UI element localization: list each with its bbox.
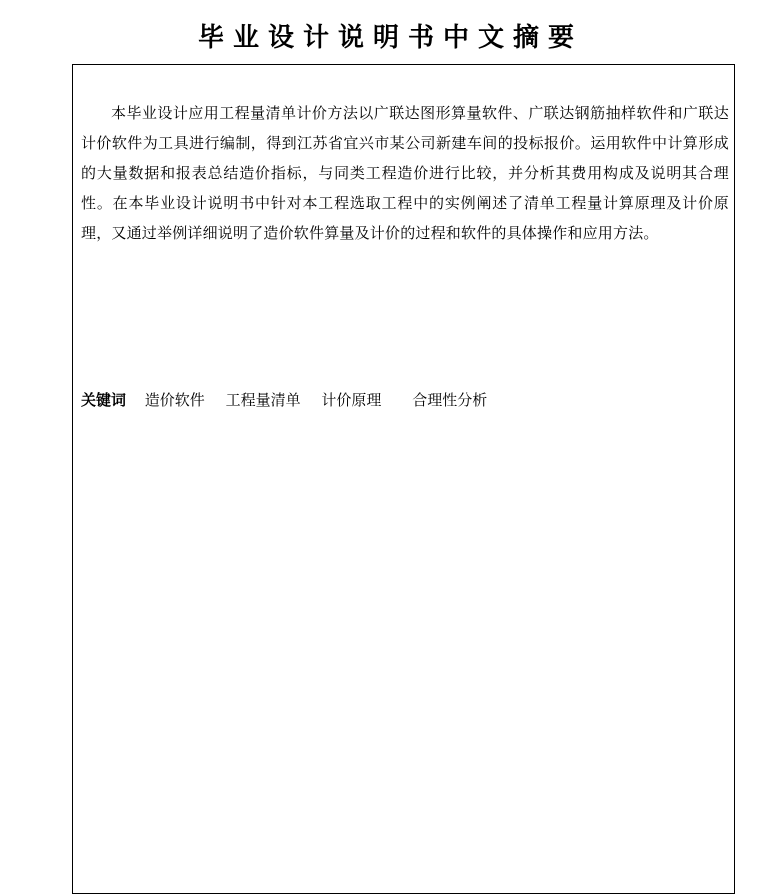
page-title: 毕业设计说明书中文摘要 (197, 23, 583, 53)
keyword-item: 计价原理 (321, 391, 382, 409)
abstract-body: 本毕业设计应用工程量清单计价方法以广联达图形算量软件、广联达钢筋抽样软件和广联达计价软件为工具进行编制，得到江苏省宜兴市某公司新建车间的投标报价。运用软件中计算形成的大量数据和报表总结造价指标，与同类工程造价进行比较，并分析其费用构成及说明其合理性。在本毕业设计说明书中针对本工程选取工程中的实例阐述了清单工程量计算原理及计价原理，又通过举例详细说明了造价软件算量及计价的过程和软件的具体操作和应用方法。 (81, 104, 729, 242)
keyword-item: 合理性分析 (412, 391, 488, 409)
keyword-item: 工程量清单 (225, 391, 301, 409)
keyword-item: 造价软件 (144, 391, 205, 409)
keywords-label: 关键词 (81, 391, 127, 409)
keywords-line (81, 385, 721, 415)
